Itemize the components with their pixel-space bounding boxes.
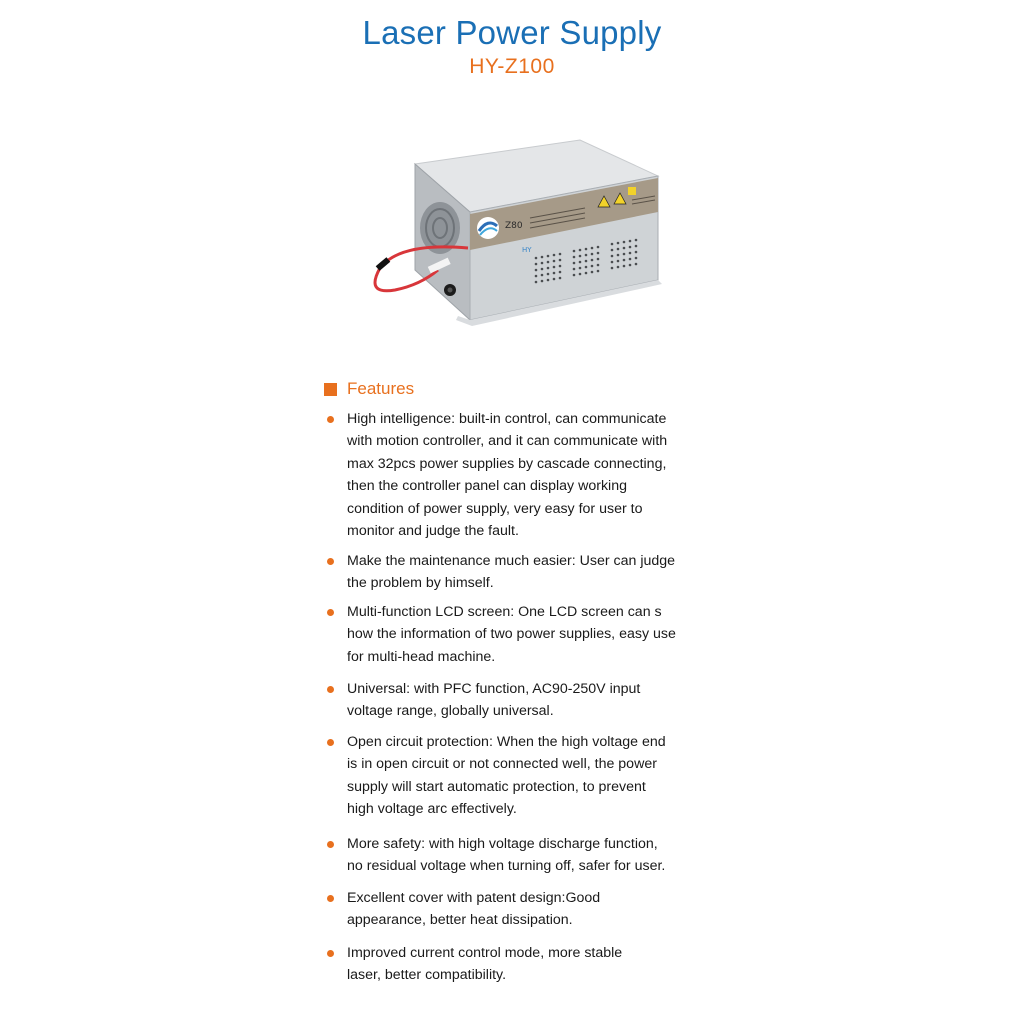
feature-line: for multi-head machine.	[347, 648, 496, 665]
bullet-icon	[327, 609, 334, 616]
feature-line: high voltage arc effectively.	[347, 801, 517, 818]
feature-line: appearance, better heat dissipation.	[347, 912, 573, 929]
feature-line: Excellent cover with patent design:Good	[347, 890, 601, 906]
feature-line: condition of power supply, very easy for user to	[347, 500, 643, 517]
feature-item	[347, 833, 717, 878]
feature-line: voltage range, globally universal.	[347, 703, 554, 720]
feature-line: Open circuit protection: When the high voltage end	[347, 734, 666, 750]
feature-line: max 32pcs power supplies by cascade connecting,	[347, 455, 667, 472]
feature-item	[347, 601, 717, 668]
feature-line: laser, better compatibility.	[347, 967, 507, 984]
product-image	[340, 130, 670, 340]
feature-line: the problem by himself.	[347, 575, 494, 592]
bullet-icon	[327, 895, 334, 902]
feature-line: Multi-function LCD screen: One LCD screen can s	[347, 604, 662, 620]
feature-item	[347, 678, 717, 723]
brand-mark: HY	[522, 246, 532, 254]
feature-item	[347, 408, 717, 542]
features-heading-label: Features	[347, 379, 415, 398]
feature-line: no residual voltage when turning off, safer for user.	[347, 858, 666, 875]
feature-line: Universal: with PFC function, AC90-250V input	[347, 681, 641, 697]
bullet-icon	[327, 686, 334, 693]
page-title: Laser Power Supply	[362, 14, 662, 51]
model-number: HY-Z100	[469, 55, 555, 78]
feature-line: High intelligence: built-in control, can communicate	[347, 411, 667, 427]
features-heading	[324, 379, 414, 399]
bullet-icon	[327, 950, 334, 957]
feature-line: then the controller panel can display working	[347, 478, 627, 495]
bullet-icon	[327, 841, 334, 848]
feature-item	[347, 550, 717, 595]
feature-line: monitor and judge the fault.	[347, 523, 519, 540]
feature-line: is in open circuit or not connected well, the power	[347, 756, 657, 773]
model-text: Z80	[505, 221, 523, 231]
bullet-icon	[327, 739, 334, 746]
features-marker-icon	[324, 383, 337, 396]
bullet-icon	[327, 416, 334, 423]
feature-line: More safety: with high voltage discharge function,	[347, 836, 658, 852]
feature-line: Make the maintenance much easier: User can judge	[347, 553, 676, 569]
feature-line: with motion controller, and it can communicate with	[347, 433, 668, 450]
feature-line: how the information of two power supplies, easy use	[347, 626, 676, 643]
feature-item	[347, 887, 717, 932]
feature-line: Improved current control mode, more stable	[347, 945, 623, 961]
feature-item	[347, 942, 717, 987]
feature-line: supply will start automatic protection, to prevent	[347, 778, 646, 795]
bullet-icon	[327, 558, 334, 565]
feature-item	[347, 731, 717, 821]
